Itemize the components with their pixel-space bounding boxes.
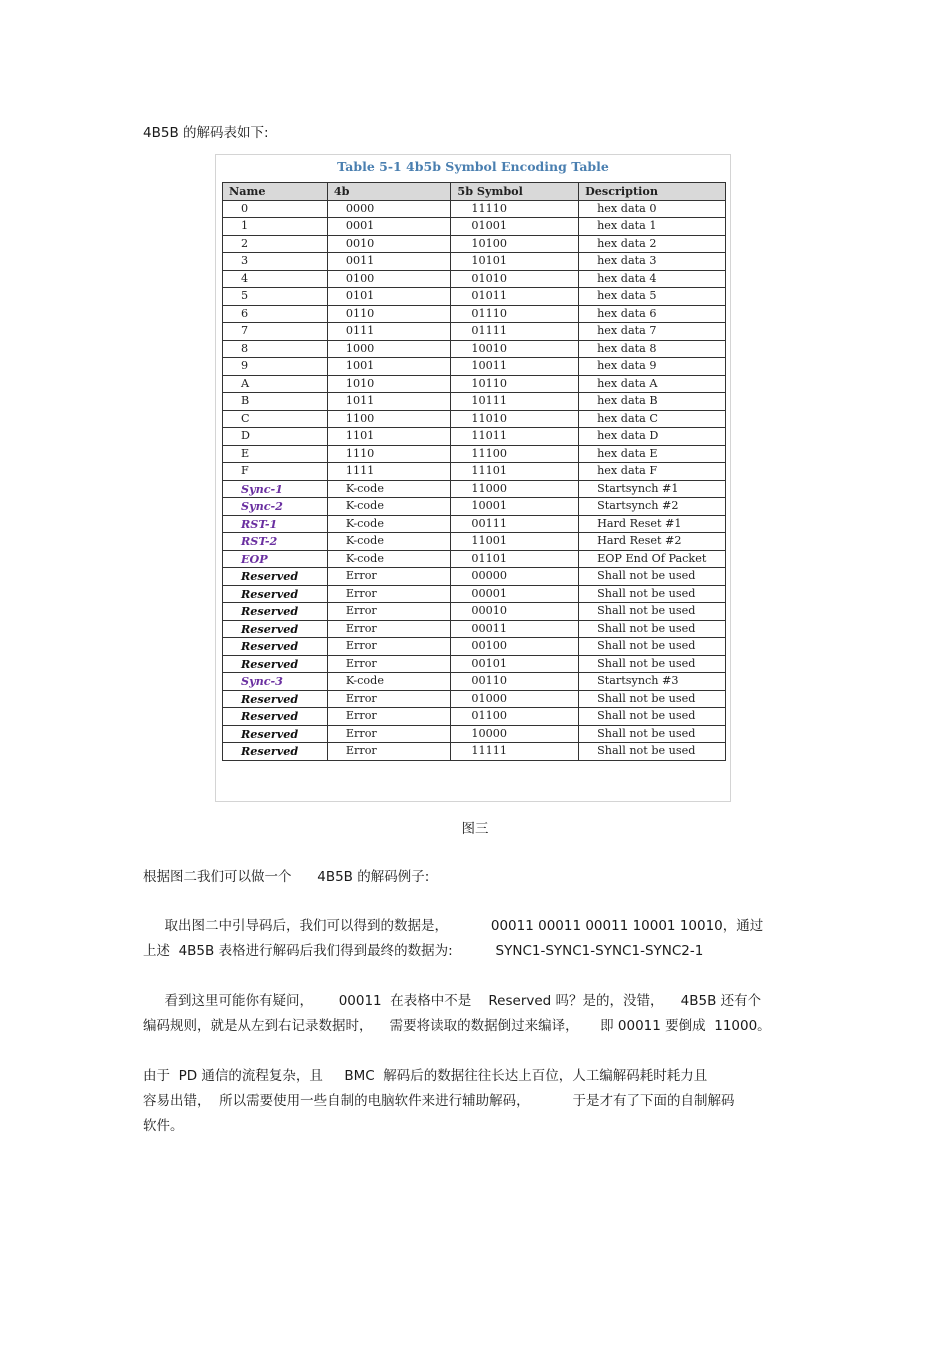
cell-5b-symbol: 11010 xyxy=(451,410,579,428)
cell-5b-symbol: 11000 xyxy=(451,480,579,498)
cell-description: hex data 5 xyxy=(579,288,726,306)
table-row xyxy=(223,690,726,708)
cell-4b: 1001 xyxy=(327,358,451,376)
cell-5b-symbol: 10001 xyxy=(451,498,579,516)
cell-description: hex data 7 xyxy=(579,323,726,341)
cell-5b-symbol: 11100 xyxy=(451,445,579,463)
table-row xyxy=(223,725,726,743)
table-row xyxy=(223,673,726,691)
cell-name: Reserved xyxy=(223,725,328,743)
cell-4b: K-code xyxy=(327,533,451,551)
cell-description: hex data 0 xyxy=(579,200,726,218)
cell-name: 5 xyxy=(223,288,328,306)
cell-5b-symbol: 01111 xyxy=(451,323,579,341)
cell-name: 7 xyxy=(223,323,328,341)
cell-name: F xyxy=(223,463,328,481)
cell-5b-symbol: 11111 xyxy=(451,743,579,761)
cell-description: hex data 9 xyxy=(579,358,726,376)
cell-name: 8 xyxy=(223,340,328,358)
cell-name: 0 xyxy=(223,200,328,218)
cell-name: C xyxy=(223,410,328,428)
cell-description: Shall not be used xyxy=(579,655,726,673)
intro-text: 4B5B 的解码表如下: xyxy=(143,125,269,141)
cell-description: hex data 8 xyxy=(579,340,726,358)
cell-4b: 1101 xyxy=(327,428,451,446)
header-name: Name xyxy=(223,183,328,201)
cell-description: hex data A xyxy=(579,375,726,393)
cell-5b-symbol: 11001 xyxy=(451,533,579,551)
cell-4b: K-code xyxy=(327,480,451,498)
cell-5b-symbol: 01100 xyxy=(451,708,579,726)
cell-name: Reserved xyxy=(223,638,328,656)
cell-5b-symbol: 10110 xyxy=(451,375,579,393)
cell-5b-symbol: 00001 xyxy=(451,585,579,603)
cell-description: Shall not be used xyxy=(579,568,726,586)
table-row xyxy=(223,638,726,656)
cell-4b: Error xyxy=(327,585,451,603)
cell-4b: K-code xyxy=(327,515,451,533)
table-row xyxy=(223,533,726,551)
cell-description: hex data E xyxy=(579,445,726,463)
cell-4b: Error xyxy=(327,690,451,708)
table-row xyxy=(223,743,726,761)
table-row xyxy=(223,550,726,568)
table-row xyxy=(223,603,726,621)
table-row xyxy=(223,655,726,673)
paragraph-3-line-1: 看到这里可能你有疑问， 00011 在表格中不是 Reserved 吗？是的，没错， 4B5B 还有个 xyxy=(143,993,762,1009)
header-description: Description xyxy=(579,183,726,201)
table-row xyxy=(223,358,726,376)
cell-5b-symbol: 10011 xyxy=(451,358,579,376)
cell-description: Shall not be used xyxy=(579,743,726,761)
table-row xyxy=(223,288,726,306)
cell-name: E xyxy=(223,445,328,463)
cell-description: hex data 1 xyxy=(579,218,726,236)
cell-name: Sync-2 xyxy=(223,498,328,516)
cell-name: Reserved xyxy=(223,568,328,586)
cell-name: A xyxy=(223,375,328,393)
cell-description: hex data 4 xyxy=(579,270,726,288)
cell-description: hex data D xyxy=(579,428,726,446)
cell-name: 1 xyxy=(223,218,328,236)
cell-5b-symbol: 01110 xyxy=(451,305,579,323)
cell-description: Startsynch #2 xyxy=(579,498,726,516)
cell-description: Shall not be used xyxy=(579,603,726,621)
cell-4b: 0011 xyxy=(327,253,451,271)
cell-4b: Error xyxy=(327,638,451,656)
cell-name: 2 xyxy=(223,235,328,253)
table-caption: Table 5-1 4b5b Symbol Encoding Table xyxy=(337,159,609,174)
cell-name: 4 xyxy=(223,270,328,288)
table-row xyxy=(223,235,726,253)
table-figure xyxy=(215,154,731,802)
cell-description: EOP End Of Packet xyxy=(579,550,726,568)
cell-description: hex data 3 xyxy=(579,253,726,271)
cell-name: 6 xyxy=(223,305,328,323)
cell-4b: Error xyxy=(327,655,451,673)
cell-description: hex data F xyxy=(579,463,726,481)
cell-name: B xyxy=(223,393,328,411)
cell-description: Shall not be used xyxy=(579,585,726,603)
paragraph-4 xyxy=(143,1064,823,1139)
cell-5b-symbol: 11101 xyxy=(451,463,579,481)
cell-name: Reserved xyxy=(223,585,328,603)
cell-5b-symbol: 00111 xyxy=(451,515,579,533)
cell-4b: 1100 xyxy=(327,410,451,428)
paragraph-2-line-2: 上述 4B5B 表格进行解码后我们得到最终的数据为: SYNC1-SYNC1-SYNC1-SYNC2-1 xyxy=(143,943,704,959)
cell-name: D xyxy=(223,428,328,446)
cell-name: 3 xyxy=(223,253,328,271)
cell-5b-symbol: 01001 xyxy=(451,218,579,236)
table-row xyxy=(223,515,726,533)
cell-description: hex data B xyxy=(579,393,726,411)
cell-description: hex data 2 xyxy=(579,235,726,253)
cell-name: RST-1 xyxy=(223,515,328,533)
table-row xyxy=(223,375,726,393)
cell-4b: 0110 xyxy=(327,305,451,323)
cell-4b: 0101 xyxy=(327,288,451,306)
paragraph-1-text: 根据图二我们可以做一个 4B5B 的解码例子: xyxy=(143,869,430,885)
cell-5b-symbol: 10111 xyxy=(451,393,579,411)
cell-name: Sync-3 xyxy=(223,673,328,691)
table-row xyxy=(223,340,726,358)
cell-5b-symbol: 01101 xyxy=(451,550,579,568)
table-row xyxy=(223,498,726,516)
cell-5b-symbol: 01011 xyxy=(451,288,579,306)
paragraph-2-line-1: 取出图二中引导码后，我们可以得到的数据是， 00011 00011 00011 10001 10010，通过 xyxy=(143,918,764,934)
paragraph-4-line-1: 由于 PD 通信的流程复杂，且 BMC 解码后的数据往往长达上百位，人工编解码耗时耗力且 xyxy=(143,1068,708,1084)
cell-4b: Error xyxy=(327,568,451,586)
cell-description: Startsynch #3 xyxy=(579,673,726,691)
cell-name: Reserved xyxy=(223,690,328,708)
table-row xyxy=(223,323,726,341)
table-row xyxy=(223,410,726,428)
table-row xyxy=(223,480,726,498)
cell-5b-symbol: 00110 xyxy=(451,673,579,691)
cell-description: Hard Reset #2 xyxy=(579,533,726,551)
cell-4b: 0000 xyxy=(327,200,451,218)
cell-description: hex data 6 xyxy=(579,305,726,323)
cell-description: Startsynch #1 xyxy=(579,480,726,498)
cell-4b: Error xyxy=(327,743,451,761)
table-row xyxy=(223,270,726,288)
table-row xyxy=(223,445,726,463)
table-header-row xyxy=(223,183,726,201)
cell-4b: K-code xyxy=(327,673,451,691)
encoding-table xyxy=(222,182,726,761)
table-row xyxy=(223,393,726,411)
cell-4b: 0111 xyxy=(327,323,451,341)
cell-name: Reserved xyxy=(223,708,328,726)
cell-4b: K-code xyxy=(327,550,451,568)
cell-4b: 1111 xyxy=(327,463,451,481)
cell-name: Reserved xyxy=(223,655,328,673)
cell-5b-symbol: 11011 xyxy=(451,428,579,446)
table-body xyxy=(223,200,726,760)
paragraph-4-line-3: 软件。 xyxy=(143,1118,184,1134)
cell-description: Shall not be used xyxy=(579,725,726,743)
cell-4b: 0100 xyxy=(327,270,451,288)
cell-5b-symbol: 00010 xyxy=(451,603,579,621)
paragraph-4-line-2: 容易出错， 所以需要使用一些自制的电脑软件来进行辅助解码， 于是才有了下面的自制解码 xyxy=(143,1093,735,1109)
cell-4b: 1110 xyxy=(327,445,451,463)
cell-5b-symbol: 00000 xyxy=(451,568,579,586)
cell-description: Hard Reset #1 xyxy=(579,515,726,533)
cell-name: Reserved xyxy=(223,603,328,621)
cell-4b: Error xyxy=(327,725,451,743)
cell-4b: 0010 xyxy=(327,235,451,253)
cell-5b-symbol: 10010 xyxy=(451,340,579,358)
table-row xyxy=(223,305,726,323)
cell-description: hex data C xyxy=(579,410,726,428)
cell-4b: 1000 xyxy=(327,340,451,358)
paragraph-2 xyxy=(143,914,823,964)
cell-5b-symbol: 10100 xyxy=(451,235,579,253)
paragraph-1 xyxy=(143,865,823,890)
table-row xyxy=(223,428,726,446)
table-row xyxy=(223,568,726,586)
cell-5b-symbol: 00011 xyxy=(451,620,579,638)
table-row xyxy=(223,620,726,638)
cell-description: Shall not be used xyxy=(579,638,726,656)
table-row xyxy=(223,200,726,218)
table-row xyxy=(223,218,726,236)
paragraph-3-line-2: 编码规则，就是从左到右记录数据时， 需要将读取的数据倒过来编译， 即 00011 要倒成 11000。 xyxy=(143,1018,771,1034)
cell-4b: Error xyxy=(327,708,451,726)
cell-name: 9 xyxy=(223,358,328,376)
cell-5b-symbol: 10101 xyxy=(451,253,579,271)
cell-5b-symbol: 01010 xyxy=(451,270,579,288)
figure-label: 图三 xyxy=(461,821,489,837)
cell-name: RST-2 xyxy=(223,533,328,551)
cell-name: Reserved xyxy=(223,620,328,638)
header-4b: 4b xyxy=(327,183,451,201)
cell-description: Shall not be used xyxy=(579,708,726,726)
cell-4b: 1010 xyxy=(327,375,451,393)
cell-description: Shall not be used xyxy=(579,690,726,708)
cell-5b-symbol: 00101 xyxy=(451,655,579,673)
table-row xyxy=(223,463,726,481)
table-row xyxy=(223,585,726,603)
cell-4b: Error xyxy=(327,620,451,638)
cell-name: EOP xyxy=(223,550,328,568)
cell-4b: K-code xyxy=(327,498,451,516)
paragraph-3 xyxy=(143,989,823,1039)
cell-5b-symbol: 10000 xyxy=(451,725,579,743)
cell-5b-symbol: 00100 xyxy=(451,638,579,656)
table-row xyxy=(223,253,726,271)
cell-name: Sync-1 xyxy=(223,480,328,498)
cell-description: Shall not be used xyxy=(579,620,726,638)
table-row xyxy=(223,708,726,726)
cell-4b: Error xyxy=(327,603,451,621)
cell-4b: 0001 xyxy=(327,218,451,236)
cell-name: Reserved xyxy=(223,743,328,761)
cell-5b-symbol: 11110 xyxy=(451,200,579,218)
header-5b-symbol: 5b Symbol xyxy=(451,183,579,201)
cell-4b: 1011 xyxy=(327,393,451,411)
cell-5b-symbol: 01000 xyxy=(451,690,579,708)
